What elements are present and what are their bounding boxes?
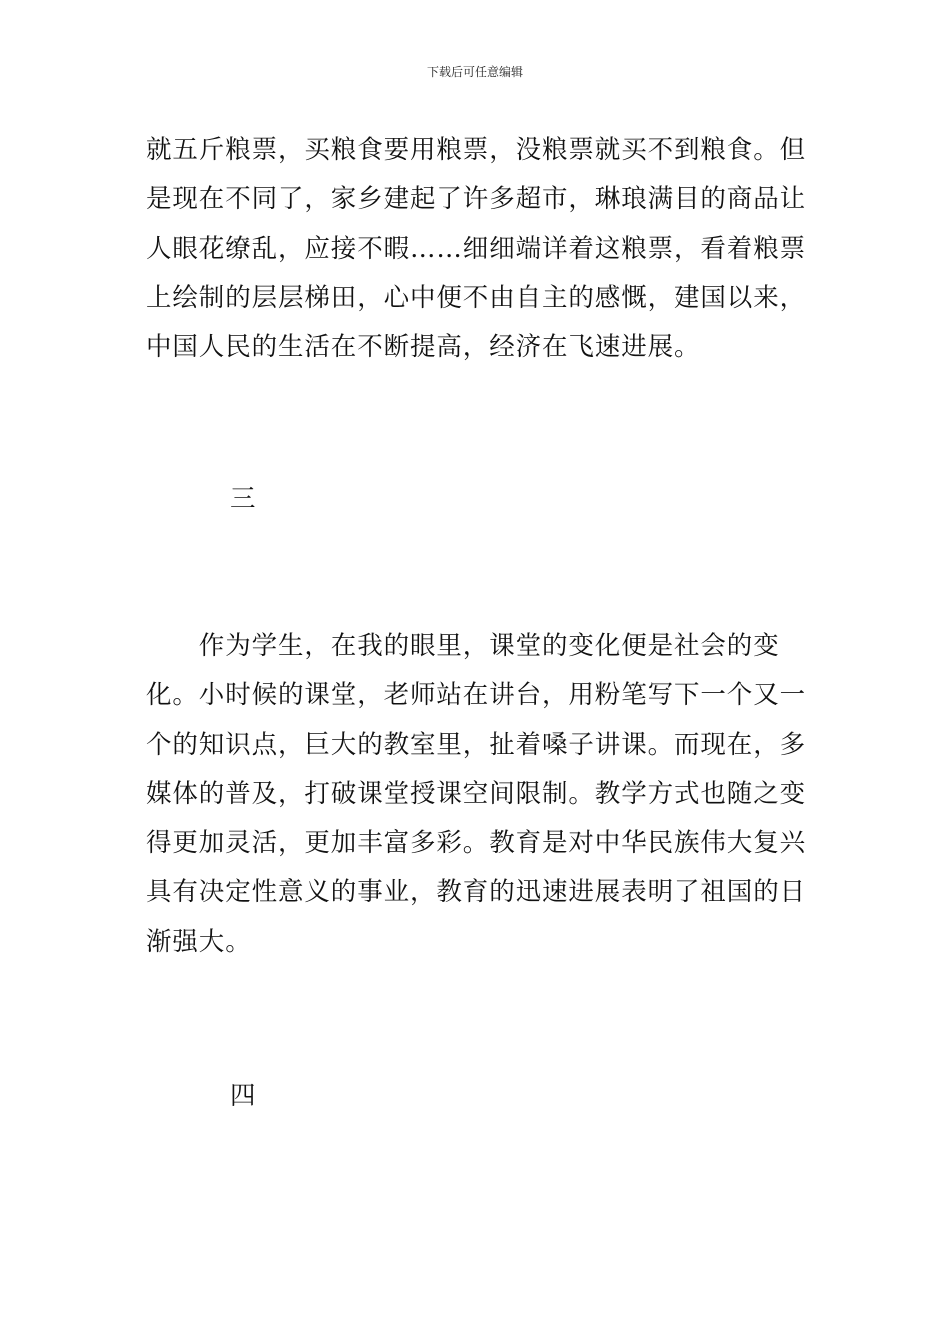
paragraph-line: 媒体的普及，打破课堂授课空间限制。教学方式也随之变 (146, 778, 807, 809)
paragraph-line: 个的知识点，巨大的教室里，扯着嗓子讲课。而现在，多 (146, 729, 807, 760)
paragraph-line: 作为学生，在我的眼里，课堂的变化便是社会的变 (146, 631, 780, 661)
paragraph-line: 上绘制的层层梯田，心中便不由自主的感慨，建国以来， (146, 282, 807, 313)
paragraph-grain-coupons (146, 126, 806, 372)
paragraph-line: 就五斤粮票，买粮食要用粮票，没粮票就买不到粮食。但 (146, 135, 807, 165)
paragraph-line: 渐强大。 (146, 926, 252, 957)
page-header-note: 下载后可任意编辑 (426, 65, 523, 79)
section-number-four: 四 (230, 1081, 256, 1111)
paragraph-line: 化。小时候的课堂，老师站在讲台，用粉笔写下一个又一 (146, 680, 807, 711)
paragraph-line: 人眼花缭乱，应接不暇……细细端详着这粮票，看着粮票 (146, 233, 807, 264)
paragraph-line: 是现在不同了，家乡建起了许多超市，琳琅满目的商品让 (146, 184, 807, 215)
paragraph-classroom-change (146, 622, 806, 967)
section-number-three: 三 (230, 484, 256, 514)
paragraph-line: 具有决定性意义的事业，教育的迅速进展表明了祖国的日 (146, 877, 807, 908)
paragraph-line: 中国人民的生活在不断提高，经济在飞速进展。 (146, 332, 701, 363)
paragraph-line: 得更加灵活，更加丰富多彩。教育是对中华民族伟大复兴 (146, 828, 807, 859)
